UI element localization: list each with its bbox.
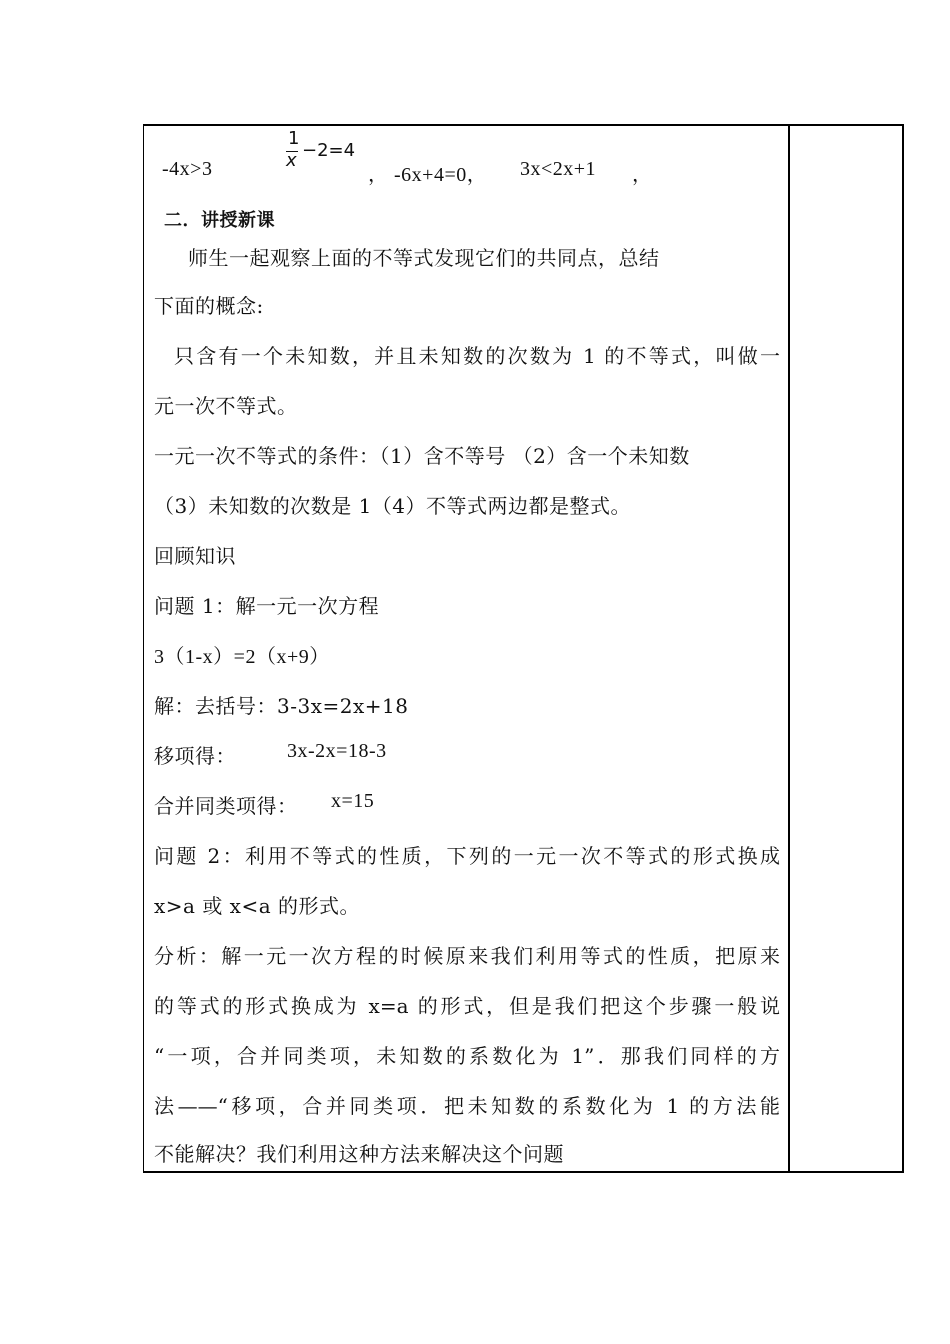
solution-step-1: 解：去括号：3-3x=2x+18 [154, 694, 409, 718]
paragraph-line-1: 师生一起观察上面的不等式发现它们的共同点，总结 [188, 246, 660, 270]
question-2-line-1: 问题 2：利用不等式的性质，下列的一元一次不等式的形式换成 [154, 844, 780, 868]
inequality-1: -4x>3 [162, 158, 213, 180]
inequality-3: 3x<2x+1 [520, 158, 597, 180]
conditions-line-1: 一元一次不等式的条件：（1）含不等号 （2）含一个未知数 [154, 444, 690, 468]
separator-1: ， [368, 164, 389, 186]
analysis-line-4: 法——“移项，合并同类项．把未知数的系数化为 1 的方法能 [154, 1094, 780, 1118]
analysis-line-2: 的等式的形式换成为 x=a 的形式，但是我们把这个步骤一般说 [154, 994, 780, 1018]
review-heading: 回顾知识 [154, 544, 236, 568]
analysis-line-3: “一项，合并同类项，未知数的系数化为 1”．那我们同样的方 [154, 1044, 780, 1068]
section-title: 二．讲授新课 [164, 210, 275, 231]
fraction-denominator: x [286, 150, 297, 171]
question-2-line-2: x>a 或 x<a 的形式。 [154, 894, 360, 918]
separator-3: ， [632, 164, 653, 186]
conditions-line-2: （3）未知数的次数是 1（4）不等式两边都是整式。 [154, 494, 632, 518]
question-1: 问题 1：解一元一次方程 [154, 594, 380, 618]
equation-2: -6x+4=0， [394, 164, 488, 186]
fraction-numerator: 1 [288, 128, 300, 149]
analysis-line-1: 分析：解一元一次方程的时候原来我们利用等式的性质，把原来 [154, 944, 780, 968]
equation-problem: 3（1-x）=2（x+9） [154, 646, 330, 668]
solution-step-2-label: 移项得： [154, 744, 236, 768]
solution-step-3-label: 合并同类项得： [154, 794, 298, 818]
paragraph-line-2: 下面的概念: [154, 294, 264, 318]
definition-line-2: 元一次不等式。 [154, 394, 298, 418]
fraction-rest: −2=4 [302, 140, 356, 161]
definition-line-1: 只含有一个未知数，并且未知数的次数为 1 的不等式，叫做一 [174, 344, 780, 368]
solution-step-2-value: 3x-2x=18-3 [287, 740, 387, 762]
solution-step-3-value: x=15 [331, 790, 375, 812]
analysis-line-5: 不能解决？我们利用这种方法来解决这个问题 [154, 1142, 564, 1166]
table-column-divider [788, 124, 790, 1173]
